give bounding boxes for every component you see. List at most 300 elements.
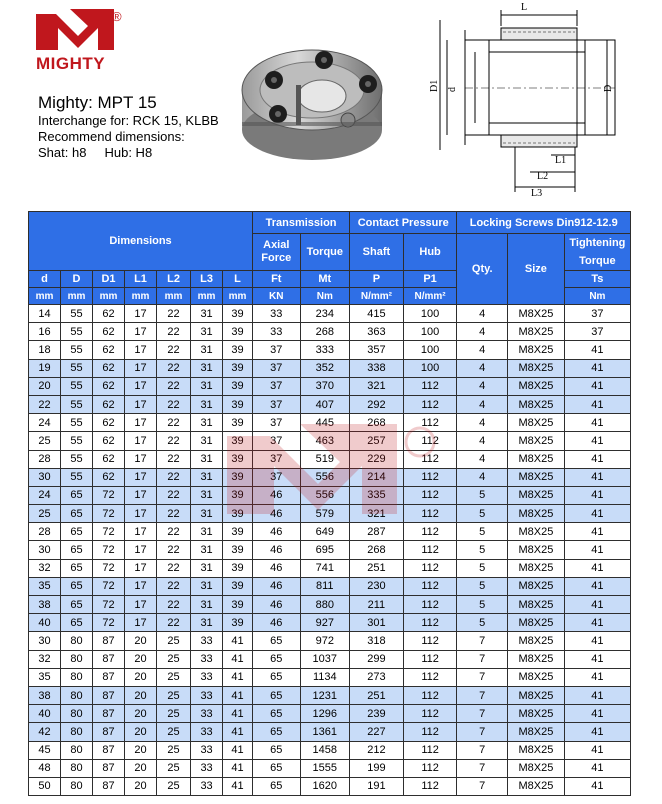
table-cell: M8X25: [508, 505, 565, 523]
table-cell: 28: [29, 450, 61, 468]
table-cell: 80: [61, 668, 93, 686]
registered-mark: ®: [112, 9, 122, 24]
table-cell: M8X25: [508, 759, 565, 777]
table-cell: M8X25: [508, 686, 565, 704]
table-cell: 14: [29, 305, 61, 323]
table-cell: 4: [457, 341, 508, 359]
table-cell: 20: [125, 723, 157, 741]
table-row: [29, 377, 631, 395]
table-row: [29, 614, 631, 632]
table-cell: 1361: [300, 723, 350, 741]
table-cell: 55: [61, 359, 93, 377]
table-cell: 55: [61, 432, 93, 450]
symbol-cell: Mt: [300, 271, 350, 288]
tightening-torque-header: Tightening Torque: [564, 234, 630, 271]
dim-D1-label: D1: [429, 79, 440, 92]
table-cell: 22: [157, 486, 191, 504]
table-cell: 112: [403, 414, 457, 432]
table-row: [29, 596, 631, 614]
table-cell: M8X25: [508, 341, 565, 359]
table-cell: 42: [29, 723, 61, 741]
table-cell: 112: [403, 632, 457, 650]
table-cell: 22: [157, 414, 191, 432]
table-cell: 37: [253, 414, 300, 432]
hub-header: Hub: [403, 234, 457, 271]
table-cell: 31: [191, 559, 223, 577]
table-cell: 31: [191, 596, 223, 614]
table-cell: 112: [403, 577, 457, 595]
table-cell: 37: [253, 359, 300, 377]
table-cell: 16: [29, 323, 61, 341]
transmission-header: Transmission: [253, 212, 350, 234]
table-cell: 31: [191, 541, 223, 559]
table-cell: 579: [300, 505, 350, 523]
symbol-cell: L: [223, 271, 253, 288]
locking-assembly-photo: [238, 40, 388, 165]
table-cell: 41: [564, 668, 630, 686]
table-cell: 39: [223, 559, 253, 577]
recommend-text: Recommend dimensions:: [38, 129, 185, 144]
table-cell: 22: [157, 359, 191, 377]
table-cell: 62: [93, 450, 125, 468]
table-cell: 18: [29, 341, 61, 359]
table-cell: 41: [223, 723, 253, 741]
table-cell: 24: [29, 486, 61, 504]
table-cell: 7: [457, 668, 508, 686]
dimensions-header: Dimensions: [29, 212, 253, 271]
table-cell: 25: [157, 705, 191, 723]
table-cell: 17: [125, 432, 157, 450]
table-cell: M8X25: [508, 323, 565, 341]
table-cell: 38: [29, 596, 61, 614]
unit-cell: mm: [223, 288, 253, 305]
table-cell: 37: [253, 468, 300, 486]
table-cell: 17: [125, 486, 157, 504]
table-cell: 41: [564, 414, 630, 432]
table-cell: 50: [29, 777, 61, 795]
table-cell: 39: [223, 468, 253, 486]
table-cell: 41: [564, 686, 630, 704]
table-cell: 22: [157, 523, 191, 541]
table-cell: 22: [157, 505, 191, 523]
table-cell: 301: [350, 614, 404, 632]
table-cell: 65: [253, 777, 300, 795]
table-cell: 299: [350, 650, 404, 668]
table-cell: 4: [457, 359, 508, 377]
table-cell: 251: [350, 686, 404, 704]
table-cell: 62: [93, 432, 125, 450]
table-cell: M8X25: [508, 450, 565, 468]
table-cell: 357: [350, 341, 404, 359]
table-cell: 41: [564, 723, 630, 741]
dim-L1-label: L1: [555, 155, 567, 166]
table-cell: 112: [403, 614, 457, 632]
table-cell: 55: [61, 395, 93, 413]
table-cell: 1134: [300, 668, 350, 686]
table-cell: 25: [157, 632, 191, 650]
table-cell: 17: [125, 614, 157, 632]
table-cell: 41: [564, 596, 630, 614]
table-cell: 112: [403, 432, 457, 450]
table-cell: 39: [223, 486, 253, 504]
table-cell: 37: [253, 377, 300, 395]
table-cell: 41: [564, 577, 630, 595]
table-cell: 338: [350, 359, 404, 377]
table-cell: 41: [564, 359, 630, 377]
table-cell: 4: [457, 323, 508, 341]
table-cell: 41: [564, 632, 630, 650]
table-cell: 191: [350, 777, 404, 795]
table-cell: 65: [61, 505, 93, 523]
table-cell: 39: [223, 577, 253, 595]
table-cell: M8X25: [508, 559, 565, 577]
table-cell: 112: [403, 559, 457, 577]
table-cell: 65: [61, 541, 93, 559]
table-cell: 100: [403, 305, 457, 323]
table-cell: 80: [61, 777, 93, 795]
table-cell: 46: [253, 541, 300, 559]
table-cell: 230: [350, 577, 404, 595]
mighty-logo-icon: [34, 6, 124, 54]
table-cell: 41: [564, 614, 630, 632]
unit-cell: mm: [93, 288, 125, 305]
table-cell: 112: [403, 759, 457, 777]
table-cell: 46: [253, 523, 300, 541]
table-cell: 25: [157, 650, 191, 668]
table-cell: 268: [350, 414, 404, 432]
symbol-cell: L3: [191, 271, 223, 288]
table-cell: 4: [457, 305, 508, 323]
interchange-text: Interchange for: RCK 15, KLBB: [38, 113, 219, 128]
table-cell: 100: [403, 359, 457, 377]
table-cell: 741: [300, 559, 350, 577]
table-cell: 31: [191, 414, 223, 432]
table-cell: 17: [125, 305, 157, 323]
table-cell: 39: [223, 450, 253, 468]
table-cell: 811: [300, 577, 350, 595]
table-cell: 39: [223, 505, 253, 523]
table-cell: 17: [125, 377, 157, 395]
table-row: [29, 741, 631, 759]
table-cell: 31: [191, 523, 223, 541]
table-cell: 41: [564, 541, 630, 559]
table-cell: 33: [253, 323, 300, 341]
table-cell: 7: [457, 777, 508, 795]
symbol-cell: L2: [157, 271, 191, 288]
table-cell: 28: [29, 523, 61, 541]
table-cell: 72: [93, 559, 125, 577]
table-cell: 25: [157, 741, 191, 759]
table-cell: 100: [403, 323, 457, 341]
table-row: [29, 395, 631, 413]
table-cell: 65: [61, 596, 93, 614]
table-cell: 972: [300, 632, 350, 650]
table-cell: 62: [93, 305, 125, 323]
table-cell: 31: [191, 323, 223, 341]
table-cell: 112: [403, 686, 457, 704]
table-cell: 20: [125, 632, 157, 650]
table-cell: 1458: [300, 741, 350, 759]
table-cell: M8X25: [508, 668, 565, 686]
torque-header: Torque: [300, 234, 350, 271]
brand-name: MIGHTY: [36, 54, 106, 73]
table-cell: M8X25: [508, 359, 565, 377]
table-cell: 17: [125, 468, 157, 486]
table-cell: 25: [157, 759, 191, 777]
unit-cell: N/mm²: [350, 288, 404, 305]
table-row: [29, 650, 631, 668]
table-cell: 39: [223, 432, 253, 450]
symbol-cell: Ts: [564, 271, 630, 288]
table-cell: 62: [93, 323, 125, 341]
table-cell: 7: [457, 741, 508, 759]
table-cell: 5: [457, 541, 508, 559]
table-cell: 268: [350, 541, 404, 559]
table-cell: 33: [191, 777, 223, 795]
table-cell: 55: [61, 414, 93, 432]
table-cell: 41: [564, 432, 630, 450]
table-cell: 100: [403, 341, 457, 359]
table-cell: 31: [191, 450, 223, 468]
table-cell: 363: [350, 323, 404, 341]
table-cell: 17: [125, 596, 157, 614]
table-cell: 31: [191, 395, 223, 413]
dim-D-label: D: [603, 84, 614, 92]
table-cell: 22: [157, 450, 191, 468]
table-cell: 46: [253, 486, 300, 504]
locking-screws-header: Locking Screws Din912-12.9: [457, 212, 631, 234]
table-cell: 87: [93, 759, 125, 777]
table-cell: 65: [253, 759, 300, 777]
table-cell: 37: [253, 341, 300, 359]
table-cell: 65: [61, 614, 93, 632]
table-cell: 7: [457, 632, 508, 650]
table-cell: 39: [223, 377, 253, 395]
table-cell: 37: [253, 432, 300, 450]
table-cell: 32: [29, 559, 61, 577]
table-cell: 48: [29, 759, 61, 777]
table-cell: 112: [403, 650, 457, 668]
symbol-cell: Ft: [253, 271, 300, 288]
table-cell: 39: [223, 614, 253, 632]
table-cell: 41: [223, 759, 253, 777]
table-cell: 87: [93, 705, 125, 723]
symbol-cell: D: [61, 271, 93, 288]
table-cell: 41: [564, 741, 630, 759]
table-cell: 25: [29, 432, 61, 450]
table-cell: 22: [157, 432, 191, 450]
table-row: [29, 414, 631, 432]
table-cell: 41: [564, 341, 630, 359]
table-cell: 1231: [300, 686, 350, 704]
unit-cell: mm: [191, 288, 223, 305]
table-cell: 62: [93, 377, 125, 395]
table-cell: 112: [403, 377, 457, 395]
table-cell: 20: [125, 777, 157, 795]
table-cell: 17: [125, 505, 157, 523]
table-cell: 33: [191, 650, 223, 668]
symbol-cell: D1: [93, 271, 125, 288]
table-cell: 41: [564, 523, 630, 541]
table-cell: 37: [564, 305, 630, 323]
table-cell: 41: [564, 395, 630, 413]
table-cell: 1620: [300, 777, 350, 795]
table-cell: M8X25: [508, 377, 565, 395]
table-cell: 31: [191, 305, 223, 323]
table-cell: 35: [29, 577, 61, 595]
unit-cell: mm: [157, 288, 191, 305]
table-cell: 239: [350, 705, 404, 723]
table-cell: 37: [564, 323, 630, 341]
table-cell: 87: [93, 741, 125, 759]
table-cell: 463: [300, 432, 350, 450]
table-cell: 321: [350, 505, 404, 523]
table-cell: 352: [300, 359, 350, 377]
unit-cell: N/mm²: [403, 288, 457, 305]
shaft-header: Shaft: [350, 234, 404, 271]
table-cell: 112: [403, 541, 457, 559]
table-cell: 4: [457, 395, 508, 413]
product-title: Mighty: MPT 15: [38, 93, 157, 112]
symbol-cell: L1: [125, 271, 157, 288]
table-cell: 41: [223, 632, 253, 650]
table-row: [29, 341, 631, 359]
table-cell: 17: [125, 523, 157, 541]
table-cell: 72: [93, 541, 125, 559]
unit-cell: mm: [125, 288, 157, 305]
table-cell: M8X25: [508, 577, 565, 595]
table-cell: 87: [93, 668, 125, 686]
table-cell: M8X25: [508, 650, 565, 668]
table-cell: 25: [29, 505, 61, 523]
table-cell: 22: [157, 323, 191, 341]
table-row: [29, 523, 631, 541]
table-row: [29, 559, 631, 577]
table-cell: 62: [93, 468, 125, 486]
table-cell: 62: [93, 359, 125, 377]
table-cell: 22: [157, 541, 191, 559]
table-cell: 20: [125, 668, 157, 686]
table-cell: 22: [157, 468, 191, 486]
table-cell: 46: [253, 577, 300, 595]
table-cell: 32: [29, 650, 61, 668]
table-cell: 55: [61, 377, 93, 395]
unit-cell: mm: [29, 288, 61, 305]
table-cell: 649: [300, 523, 350, 541]
table-cell: 87: [93, 650, 125, 668]
table-cell: 22: [157, 395, 191, 413]
table-cell: 46: [253, 559, 300, 577]
table-cell: 40: [29, 705, 61, 723]
table-cell: 37: [253, 450, 300, 468]
table-cell: 22: [29, 395, 61, 413]
table-cell: 4: [457, 432, 508, 450]
unit-cell: mm: [61, 288, 93, 305]
table-cell: 72: [93, 596, 125, 614]
table-cell: M8X25: [508, 741, 565, 759]
table-cell: 39: [223, 323, 253, 341]
table-cell: 5: [457, 486, 508, 504]
table-row: [29, 777, 631, 795]
table-cell: 17: [125, 559, 157, 577]
table-cell: M8X25: [508, 523, 565, 541]
table-cell: 31: [191, 614, 223, 632]
table-cell: 65: [253, 632, 300, 650]
table-cell: 41: [564, 486, 630, 504]
table-cell: 17: [125, 414, 157, 432]
table-cell: 1296: [300, 705, 350, 723]
table-cell: 65: [253, 650, 300, 668]
table-row: [29, 577, 631, 595]
table-cell: 1555: [300, 759, 350, 777]
table-cell: M8X25: [508, 432, 565, 450]
table-cell: 65: [253, 705, 300, 723]
table-cell: M8X25: [508, 541, 565, 559]
table-cell: 112: [403, 777, 457, 795]
table-cell: 212: [350, 741, 404, 759]
table-cell: 45: [29, 741, 61, 759]
table-cell: 87: [93, 777, 125, 795]
table-cell: 41: [223, 777, 253, 795]
table-cell: 41: [564, 505, 630, 523]
table-cell: 445: [300, 414, 350, 432]
table-cell: 39: [223, 541, 253, 559]
table-cell: 112: [403, 395, 457, 413]
table-cell: 80: [61, 686, 93, 704]
table-cell: 65: [253, 741, 300, 759]
dim-L2-label: L2: [537, 171, 549, 182]
table-cell: 72: [93, 577, 125, 595]
table-row: [29, 305, 631, 323]
table-cell: 37: [253, 395, 300, 413]
table-cell: 33: [253, 305, 300, 323]
qty-header: Qty.: [457, 234, 508, 305]
table-row: [29, 759, 631, 777]
table-cell: 229: [350, 450, 404, 468]
table-cell: 41: [223, 741, 253, 759]
table-cell: 370: [300, 377, 350, 395]
table-cell: 112: [403, 486, 457, 504]
table-cell: 17: [125, 341, 157, 359]
table-cell: 33: [191, 759, 223, 777]
table-cell: 65: [61, 559, 93, 577]
table-cell: 41: [564, 450, 630, 468]
table-cell: 7: [457, 723, 508, 741]
table-cell: 112: [403, 723, 457, 741]
table-cell: 227: [350, 723, 404, 741]
table-row: [29, 505, 631, 523]
fits-text: Shat: h8 Hub: H8: [38, 145, 153, 160]
table-cell: 5: [457, 596, 508, 614]
table-cell: 257: [350, 432, 404, 450]
table-cell: M8X25: [508, 305, 565, 323]
table-cell: M8X25: [508, 395, 565, 413]
table-cell: 62: [93, 341, 125, 359]
table-row: [29, 323, 631, 341]
table-cell: 112: [403, 450, 457, 468]
table-cell: 35: [29, 668, 61, 686]
table-cell: 556: [300, 486, 350, 504]
table-cell: M8X25: [508, 486, 565, 504]
table-cell: 46: [253, 614, 300, 632]
table-cell: 31: [191, 377, 223, 395]
table-cell: 41: [223, 668, 253, 686]
table-cell: 20: [125, 686, 157, 704]
table-cell: M8X25: [508, 705, 565, 723]
table-row: [29, 432, 631, 450]
table-cell: 72: [93, 505, 125, 523]
table-cell: 20: [125, 705, 157, 723]
